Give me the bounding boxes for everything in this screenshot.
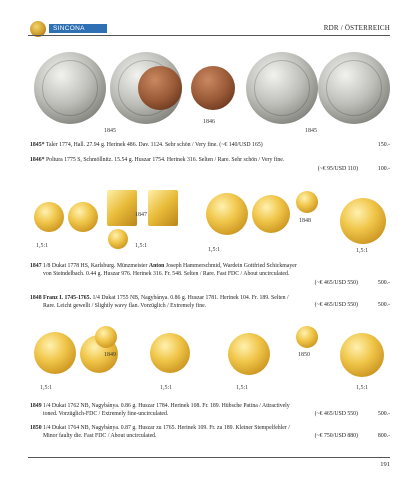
coin-1845b-reverse — [318, 52, 390, 124]
figure-label-1845: 1845 — [104, 128, 116, 134]
scale-1849-a: 1,5:1 — [40, 385, 53, 391]
coin-1850-obverse — [296, 326, 318, 348]
coin-1847-obverse — [34, 202, 64, 232]
lot-1849-price: 500.- — [377, 411, 390, 417]
coin-1846-obverse — [138, 66, 182, 110]
coin-1845b-obverse — [246, 52, 318, 124]
coin-1847-reverse — [68, 202, 98, 232]
lot-1847-desc-b: Joseph Hammerschmid, Wardein Gottfried Schickmayer — [164, 263, 297, 269]
coin-1847-small-obverse — [108, 229, 128, 249]
coin-1847-bar-reverse — [148, 190, 178, 226]
lot-1847-text — [30, 263, 390, 278]
lot-1850-desc-1: 1/4 Dukat 1764 NB, Nagybánya. 0.87 g. Huszar zu 1765. Herinek 109. Fr. zu 189. Kleiner Stempelfehler / — [43, 425, 290, 431]
section-title: RDR / ÖSTERREICH — [323, 24, 390, 32]
lot-1848-desc-bold: Franz I. 1745-1765. — [43, 295, 92, 301]
lot-1849-desc-2: toned. Vorzüglich-FDC / Extremely fine-uncirculated. — [43, 410, 169, 417]
lot-1845-text — [30, 142, 360, 150]
lot-1850-price: 800.- — [377, 433, 390, 439]
lot-1849-number: 1849 — [30, 403, 42, 409]
lot-1845-price: 150.- — [377, 142, 390, 148]
coin-1849-obverse-large — [34, 332, 76, 374]
lot-1846-price: 100.- — [377, 166, 390, 172]
lot-1846-text — [30, 157, 350, 165]
lot-1846-desc: Poltura 1775 S, Schmöllnitz. 15.54 g. Huszar 1754. Herinek 316. Selten / Rare. Sehr schön / Very fine. — [45, 157, 285, 163]
lot-1847-estimate: (~€ 465/USD 550) — [314, 280, 358, 286]
lot-1849-estimate: (~€ 465/USD 550) — [314, 411, 358, 417]
lot-1845-estimate: (~€ 140/USD 165) — [219, 142, 263, 148]
coin-1850-reverse — [340, 333, 384, 377]
scale-1850-b: 1,5:1 — [356, 385, 369, 391]
scale-1848-a: 1,5:1 — [208, 247, 221, 253]
scale-1847-a: 1,5:1 — [36, 243, 49, 249]
lot-1846-estimate: (~€ 95/USD 110) — [317, 166, 358, 172]
footer-divider — [28, 457, 390, 458]
coin-1846-reverse — [191, 66, 235, 110]
lot-1850-estimate: (~€ 750/USD 880) — [314, 433, 358, 439]
scale-1847-b: 1,5:1 — [135, 243, 148, 249]
lot-1848-price: 500.- — [377, 302, 390, 308]
lot-1848-desc-1: 1/4 Dukat 1755 NB, Nagybánya. 0.86 g. Huszar 1781. Herinek 104. Fr. 189. Selten / — [91, 295, 289, 301]
figure-label-1845b: 1845 — [305, 128, 317, 134]
figure-label-1848: 1848 — [299, 218, 311, 224]
coin-1849-obverse — [95, 326, 117, 348]
lot-1848-number: 1848 — [30, 295, 42, 301]
figure-label-1850: 1850 — [298, 352, 310, 358]
coin-1848-reverse — [340, 198, 386, 244]
figure-label-1849: 1849 — [104, 352, 116, 358]
page-number: 191 — [380, 461, 390, 468]
lot-1847-desc-bold: Anton — [148, 263, 165, 269]
lot-1845-desc: Taler 1774, Hall. 27.94 g. Herinek 486. Dav. 1124. Sehr schön / Very fine. — [45, 142, 218, 148]
lot-1845-number: 1845* — [30, 142, 45, 148]
lot-1847-number: 1847 — [30, 263, 42, 269]
coin-1850-obverse-large — [228, 333, 270, 375]
figure-label-1846: 1846 — [203, 119, 215, 125]
header-divider — [28, 35, 390, 36]
coin-1847-bar-obverse — [107, 190, 137, 226]
lot-1847-price: 500.- — [377, 280, 390, 286]
lot-1850-number: 1850 — [30, 425, 42, 431]
lot-1848-estimate: (~€ 465/USD 550) — [314, 302, 358, 308]
coin-1845-obverse — [34, 52, 106, 124]
lot-1847-desc-2: von Steindelbach. 0.44 g. Huszar 976. Herinek 316. Fr. 548. Selten / Rare. Fast FDC / About uncirculated. — [43, 270, 290, 277]
coin-1848-reverse-large — [252, 195, 290, 233]
coin-1848-obverse-large — [206, 193, 248, 235]
lot-1847-desc-a: 1/8 Dukat 1778 HS, Karlsburg. Münzmeister — [43, 263, 149, 269]
lot-1848-desc-2: Rare. Leicht gewellt / Slightly wavy flan. Vorzüglich / Extremely fine. — [43, 302, 207, 309]
brand-label: SINCONA — [49, 24, 107, 33]
figure-label-1847: 1847 — [135, 212, 147, 218]
scale-1849-b: 1,5:1 — [160, 385, 173, 391]
lot-1846-number: 1846* — [30, 157, 45, 163]
lot-1850-desc-2: Minor faulty die. Fast FDC / About uncirculated. — [43, 432, 157, 439]
coin-1849-reverse — [150, 333, 190, 373]
scale-1850-a: 1,5:1 — [236, 385, 249, 391]
lot-1849-desc-1: 1/4 Dukat 1762 NB, Nagybánya. 0.86 g. Huszar 1784. Herinek 108. Fr. 189. Hübsche Patina / Attractively — [43, 403, 290, 409]
coin-1848-obverse — [296, 191, 318, 213]
scale-1848-b: 1,5:1 — [356, 248, 369, 254]
